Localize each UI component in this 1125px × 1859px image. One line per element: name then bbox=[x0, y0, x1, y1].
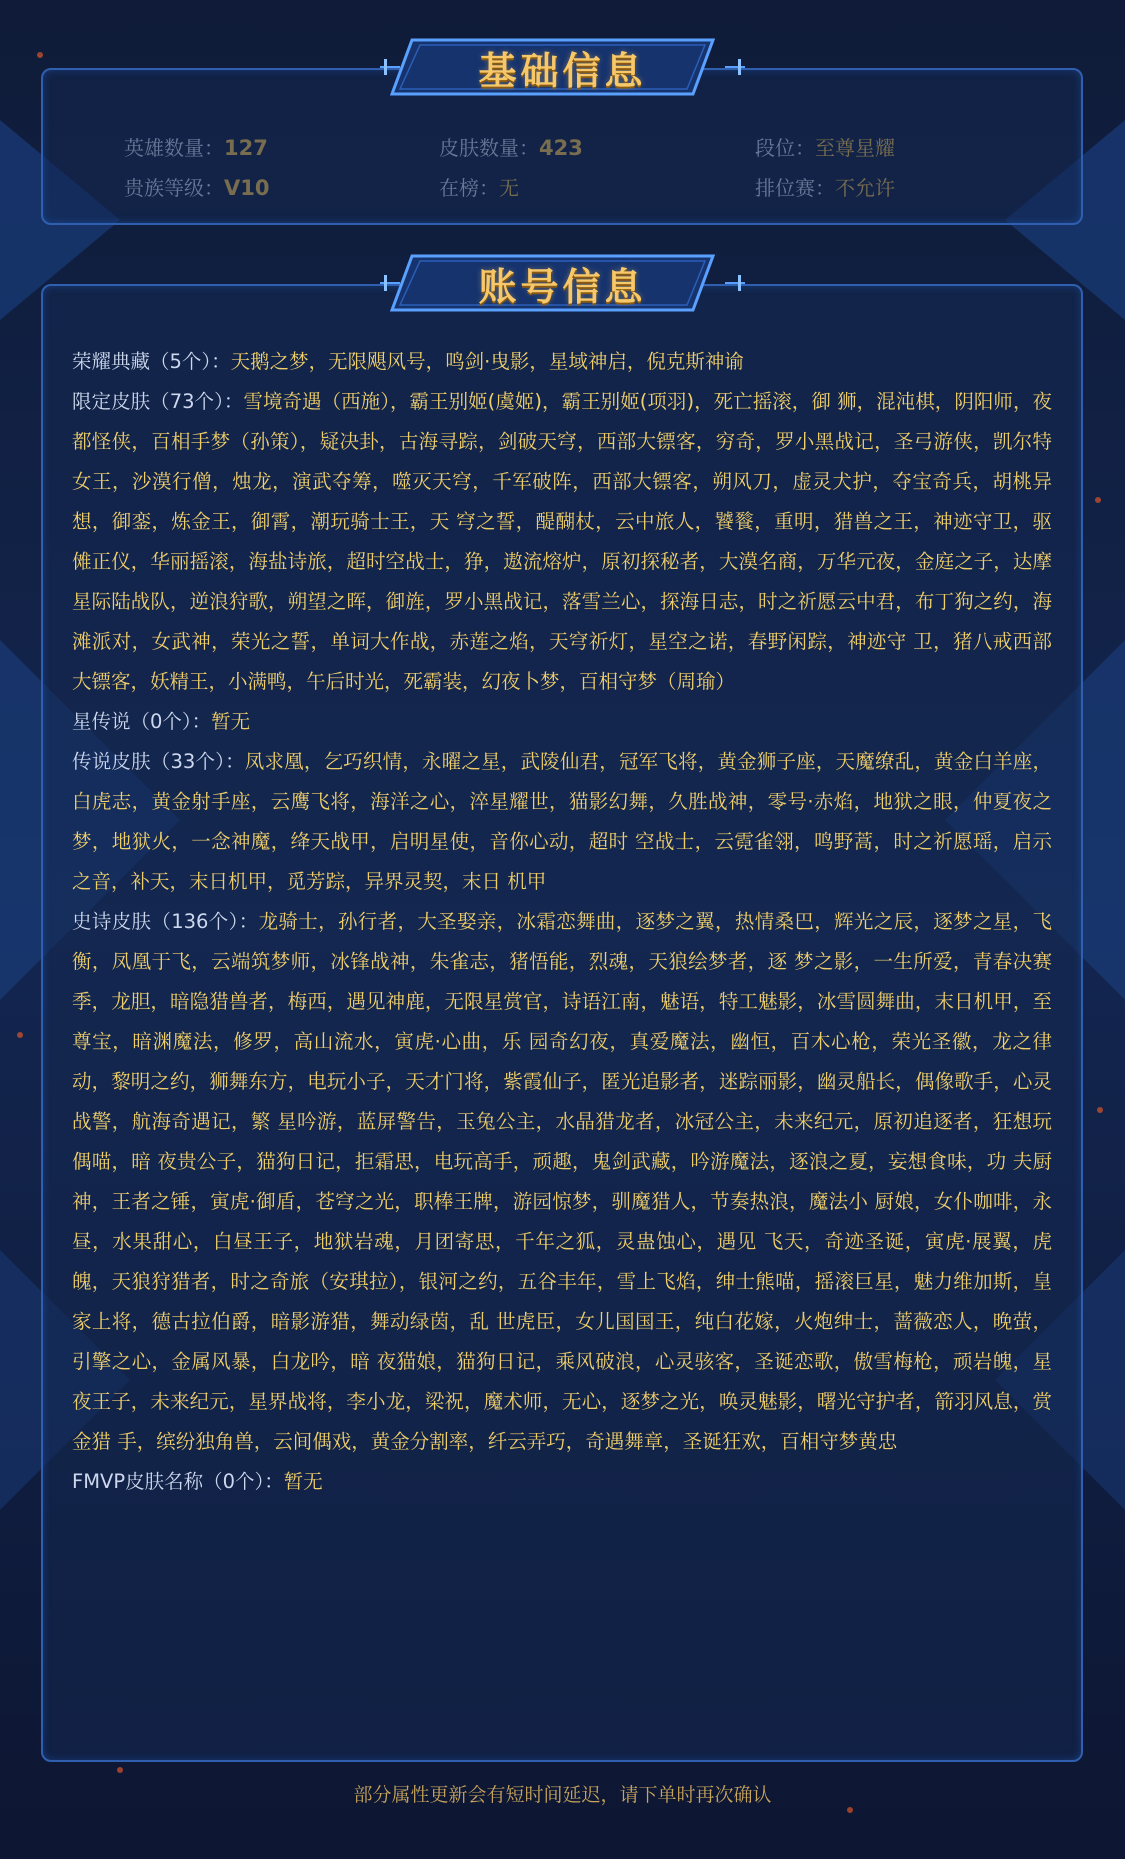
section-items: 天鹅之梦，无限飓风号，鸣剑·曳影，星域神启，倪克斯神谕 bbox=[230, 350, 744, 373]
basic-info-title: 基础信息 bbox=[478, 48, 647, 93]
section-items: 暂无 bbox=[211, 710, 251, 733]
account-info-banner bbox=[380, 250, 745, 316]
section-label: 星传说（0个）： bbox=[72, 710, 212, 733]
section-label: 限定皮肤（73个）： bbox=[72, 390, 244, 413]
section-items: 雪境奇遇（西施），霸王别姬(虞姬)，霸王别姬(项羽)，死亡摇滚，御 狮，混沌棋，阴阳师，夜都怪侠，百相手梦（孙策），疑决卦，古海寻踪，剑破天穹，西部大镖客，穷奇，罗小黑战记，圣弓游侠，凯尔特女王，沙漠行僧，烛龙，演武夺筹，噬灭天穹，千军破阵，西部大镖客，朔风刀，虚灵犬护，夺宝奇兵，胡桃异想，御銮，炼金王，御霄，潮玩骑士王，天 穹之誓，醍醐杖，云中旅人，饕餮，重明，猎兽之王，神迹守卫，驱傩正仪，华丽摇滚，海盐诗旅，超时空战士，狰，遨流熔炉，原初探秘者，大漠名商，万华元夜，金庭之子，达摩星际陆战队，逆浪狩歌，朔望之晖，御旌，罗小黑战记，落雪兰心，探海日志，时之祈愿云中君，布丁狗之约，海滩派对，女武神，荣光之誓，单词大作战，赤莲之焰，天穹祈灯，星空之诺，春野闲踪，神迹守 卫，猪八戒西部大镖客，妖精王，小满鸭，午后时光，死霸装，幻夜卜梦，百相守梦（周瑜） bbox=[72, 390, 1052, 693]
section-limited-skins bbox=[72, 382, 1052, 702]
section-legend-skins bbox=[72, 742, 1052, 902]
section-star-legend bbox=[72, 702, 1052, 742]
basic-info-banner bbox=[380, 34, 745, 100]
section-epic-skins bbox=[72, 902, 1052, 1462]
account-info-content bbox=[72, 342, 1052, 1502]
section-label: 荣耀典藏（5个）： bbox=[72, 350, 231, 373]
footer-notice: 部分属性更新会有短时间延迟，请下单时再次确认 bbox=[353, 1784, 772, 1806]
section-glory-collection bbox=[72, 342, 1052, 382]
account-info-title: 账号信息 bbox=[478, 264, 647, 309]
section-label: 史诗皮肤（136个）： bbox=[72, 910, 259, 933]
section-items: 龙骑士，孙行者，大圣娶亲，冰霜恋舞曲，逐梦之翼，热情桑巴，辉光之辰，逐梦之星，飞衡，凤凰于飞，云端筑梦师，冰锋战神，朱雀志，猪悟能，烈魂，天狼绘梦者，逐 梦之影，一生所爱，青春决赛季，龙胆，暗隐猎兽者，梅西，遇见神鹿，无限星赏官，诗语江南，魅语，特工魅影，冰雪圆舞曲，末日机甲，至尊宝，暗渊魔法，修罗，高山流水，寅虎·心曲，乐 园奇幻夜，真爱魔法，幽恒，百木心枪，荣光圣徽，龙之律动，黎明之约，狮舞东方，电玩小子，天才门将，紫霞仙子，匿光追影者，迷踪丽影，幽灵船长，偶像歌手，心灵战警，航海奇遇记，繁 星吟游，蓝屏警告，玉兔公主，水晶猎龙者，冰冠公主，未来纪元，原初追逐者，狂想玩偶喵，暗 夜贵公子，猫狗日记，拒霜思，电玩高手，顽趣，鬼剑武藏，吟游魔法，逐浪之夏，妄想食味，功 夫厨神，王者之锤，寅虎·御盾，苍穹之光，职棒王牌，游园惊梦，驯魔猎人，节奏热浪，魔法小 厨娘，女仆咖啡，永昼，水果甜心，白昼王子，地狱岩魂，月团寄思，千年之狐，灵蛊蚀心，遇见 飞天，奇迹圣诞，寅虎·展翼，虎魄，天狼狩猎者，时之奇旅（安琪拉），银河之约，五谷丰年，雪上飞焰，绅士熊喵，摇滚巨星，魅力维加斯，皇家上将，德古拉伯爵，暗影游猎，舞动绿茵，乱 世虎臣，女儿国国王，纯白花嫁，火炮绅士，蔷薇恋人，晚萤，引擎之心，金属风暴，白龙吟，暗 夜猫娘，猫狗日记，乘风破浪，心灵骇客，圣诞恋歌，傲雪梅枪，顽岩魄，星夜王子，未来纪元，星界战将，李小龙，梁祝，魔术师，无心，逐梦之光，唤灵魅影，曙光守护者，箭羽风息，赏金猎 手，缤纷独角兽，云间偶戏，黄金分割率，纤云弄巧，奇遇舞章，圣诞狂欢，百相守梦黄忠 bbox=[72, 910, 1052, 1453]
section-fmvp-skins bbox=[72, 1462, 1052, 1502]
section-label: 传说皮肤（33个）： bbox=[72, 750, 245, 773]
section-items: 凤求凰，乞巧织情，永曜之星，武陵仙君，冠军飞将，黄金狮子座，天魔缭乱，黄金白羊座，白虎志，黄金射手座，云鹰飞将，海洋之心，淬星耀世，猫影幻舞，久胜战神，零号·赤焰，地狱之眼，仲夏夜之梦，地狱火，一念神魔，绛天战甲，启明星使，音你心动，超时 空战士，云霓雀翎，鸣野蒿，时之祈愿瑶，启示之音，补天，末日机甲，觅芳踪，异界灵契，末日 机甲 bbox=[72, 750, 1052, 893]
section-items: 暂无 bbox=[283, 1470, 323, 1493]
section-label: FMVP皮肤名称（0个）： bbox=[72, 1470, 284, 1493]
